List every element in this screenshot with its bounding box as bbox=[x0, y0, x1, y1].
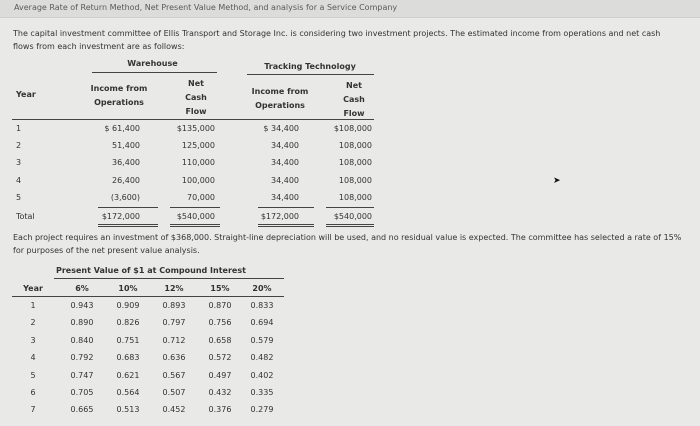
pv-row-year: 1 bbox=[30, 301, 36, 310]
pv-factor-cell: 0.402 bbox=[250, 371, 274, 380]
pv-factor-cell: 0.665 bbox=[70, 405, 94, 414]
pv-factor-cell: 0.335 bbox=[250, 388, 274, 397]
pv-factor-cell: 0.572 bbox=[208, 353, 232, 362]
tracking-title-rule bbox=[247, 74, 374, 75]
pv-factor-cell: 0.621 bbox=[116, 371, 140, 380]
warehouse-title: Warehouse bbox=[127, 59, 178, 68]
pv-factor-cell: 0.564 bbox=[116, 388, 140, 397]
pv-header-cell: 12% bbox=[164, 284, 184, 293]
wh-cash-cell: $135,000 bbox=[176, 124, 215, 133]
wh-income-total-rule bbox=[98, 224, 158, 227]
wh-income-total: $172,000 bbox=[101, 212, 140, 221]
pv-factor-cell: 0.826 bbox=[116, 318, 140, 327]
warehouse-title-rule bbox=[92, 72, 217, 73]
tt-cash-subtotal-rule bbox=[326, 207, 374, 208]
wh-cash-cell: 125,000 bbox=[181, 141, 215, 150]
pv-factor-cell: 0.497 bbox=[208, 371, 232, 380]
pv-factor-cell: 0.870 bbox=[208, 301, 232, 310]
pv-header-cell: 15% bbox=[210, 284, 230, 293]
wh-cash-cell: 100,000 bbox=[181, 176, 215, 185]
pv-header-cell: 6% bbox=[75, 284, 89, 293]
pv-factor-cell: 0.452 bbox=[162, 405, 186, 414]
tt-income-cell: $ 34,400 bbox=[263, 124, 299, 133]
tracking-title: Tracking Technology bbox=[264, 62, 356, 71]
pv-factor-cell: 0.636 bbox=[162, 353, 186, 362]
pv-row-year: 5 bbox=[30, 371, 36, 380]
page-header bbox=[0, 0, 700, 18]
tt-cash-cell: 108,000 bbox=[338, 193, 372, 202]
pv-factor-cell: 0.909 bbox=[116, 301, 140, 310]
wh-income-header: Income from Operations bbox=[90, 84, 148, 107]
tt-income-total: $172,000 bbox=[260, 212, 299, 221]
pv-factor-cell: 0.751 bbox=[116, 336, 140, 345]
investment-note: Each project requires an investment of $368,000. Straight-line depreciation will be used, and no residual value is expected. The committee has selected a rate of 15% for purposes of the net present value analysis. bbox=[13, 233, 682, 255]
pv-factor-cell: 0.833 bbox=[250, 301, 274, 310]
pv-factor-cell: 0.658 bbox=[208, 336, 232, 345]
wh-cash-cell: 110,000 bbox=[181, 158, 215, 167]
pv-header-cell: 20% bbox=[252, 284, 272, 293]
wh-income-cell: 36,400 bbox=[112, 158, 140, 167]
tt-income-cell: 34,400 bbox=[271, 158, 299, 167]
page-title: Average Rate of Return Method, Net Present Value Method, and analysis for a Service Company bbox=[14, 3, 398, 12]
pv-header-cell: Year bbox=[23, 284, 43, 293]
wh-income-cell: 51,400 bbox=[112, 141, 140, 150]
tt-cash-total: $540,000 bbox=[333, 212, 372, 221]
tt-income-cell: 34,400 bbox=[271, 176, 299, 185]
header-rule bbox=[12, 119, 374, 120]
pv-factor-cell: 0.943 bbox=[70, 301, 94, 310]
pv-factor-cell: 0.694 bbox=[250, 318, 274, 327]
wh-income-cell: (3,600) bbox=[110, 193, 140, 202]
wh-cash-total: $540,000 bbox=[176, 212, 215, 221]
pv-factor-cell: 0.279 bbox=[250, 405, 274, 414]
wh-cash-total-rule bbox=[170, 224, 220, 227]
row-year: 2 bbox=[16, 141, 22, 150]
pv-factor-cell: 0.376 bbox=[208, 405, 232, 414]
pv-factor-cell: 0.893 bbox=[162, 301, 186, 310]
wh-cash-header: Net Cash Flow bbox=[185, 79, 207, 116]
intro-paragraph: The capital investment committee of Ellis Transport and Storage Inc. is considering two investment projects. The estimated income from operations and net cash flows from each investment are as follows: bbox=[13, 29, 661, 51]
pv-factor-cell: 0.797 bbox=[162, 318, 186, 327]
tt-cash-cell: 108,000 bbox=[338, 176, 372, 185]
pv-row-year: 7 bbox=[30, 405, 36, 414]
pv-row-year: 6 bbox=[30, 388, 36, 397]
pv-factor-cell: 0.683 bbox=[116, 353, 140, 362]
tt-cash-header: Net Cash Flow bbox=[343, 81, 365, 118]
tt-cash-total-rule bbox=[326, 224, 374, 227]
pv-factor-cell: 0.432 bbox=[208, 388, 232, 397]
pv-factor-cell: 0.579 bbox=[250, 336, 274, 345]
wh-income-subtotal-rule bbox=[98, 207, 158, 208]
row-year: 4 bbox=[16, 176, 22, 185]
wh-income-cell: 26,400 bbox=[112, 176, 140, 185]
pv-factor-cell: 0.747 bbox=[70, 371, 94, 380]
tt-cash-cell: 108,000 bbox=[338, 141, 372, 150]
tt-cash-cell: $108,000 bbox=[333, 124, 372, 133]
pv-factor-cell: 0.756 bbox=[208, 318, 232, 327]
pv-factor-cell: 0.890 bbox=[70, 318, 94, 327]
pv-factor-cell: 0.792 bbox=[70, 353, 94, 362]
pv-factor-cell: 0.513 bbox=[116, 405, 140, 414]
pv-factor-cell: 0.705 bbox=[70, 388, 94, 397]
total-label: Total bbox=[16, 212, 35, 221]
year-header: Year bbox=[16, 90, 36, 99]
mouse-cursor-icon: ➤ bbox=[553, 176, 561, 186]
tt-cash-cell: 108,000 bbox=[338, 158, 372, 167]
pv-row-year: 3 bbox=[30, 336, 36, 345]
pv-header-rule bbox=[12, 296, 284, 297]
tt-income-cell: 34,400 bbox=[271, 193, 299, 202]
row-year: 1 bbox=[16, 124, 22, 133]
wh-cash-subtotal-rule bbox=[170, 207, 220, 208]
pv-factor-cell: 0.567 bbox=[162, 371, 186, 380]
pv-title-rule bbox=[54, 278, 284, 279]
pv-factor-cell: 0.507 bbox=[162, 388, 186, 397]
pv-factor-cell: 0.840 bbox=[70, 336, 94, 345]
pv-row-year: 2 bbox=[30, 318, 36, 327]
tt-income-total-rule bbox=[258, 224, 314, 227]
pv-factor-cell: 0.712 bbox=[162, 336, 186, 345]
tt-income-cell: 34,400 bbox=[271, 141, 299, 150]
pv-header-cell: 10% bbox=[118, 284, 138, 293]
pv-row-year: 4 bbox=[30, 353, 36, 362]
pv-table-title: Present Value of $1 at Compound Interest bbox=[56, 266, 246, 275]
wh-cash-cell: 70,000 bbox=[187, 193, 215, 202]
row-year: 5 bbox=[16, 193, 22, 202]
wh-income-cell: $ 61,400 bbox=[104, 124, 140, 133]
tt-income-subtotal-rule bbox=[258, 207, 314, 208]
row-year: 3 bbox=[16, 158, 22, 167]
tt-income-header: Income from Operations bbox=[251, 87, 309, 110]
pv-factor-cell: 0.482 bbox=[250, 353, 274, 362]
